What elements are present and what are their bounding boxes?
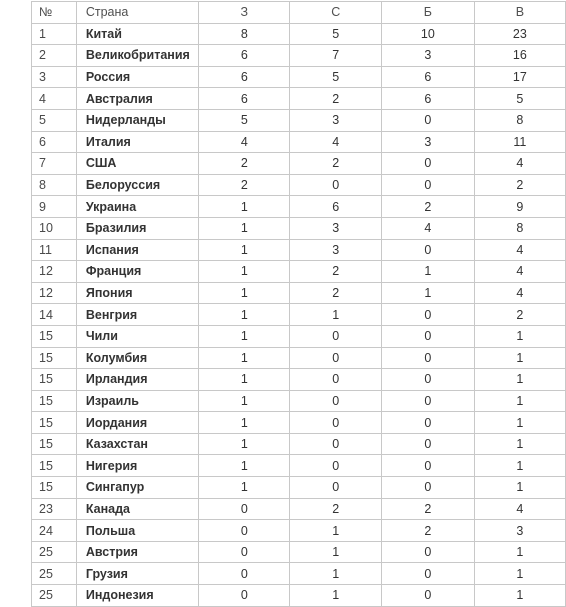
cell-bronze: 2	[382, 520, 475, 542]
cell-total: 1	[474, 325, 565, 347]
table-row	[32, 498, 566, 520]
cell-rank: 2	[32, 45, 77, 67]
cell-silver: 7	[290, 45, 382, 67]
cell-country: США	[76, 153, 198, 175]
cell-silver: 1	[290, 541, 382, 563]
table-row	[32, 217, 566, 239]
cell-bronze: 6	[382, 88, 475, 110]
cell-bronze: 0	[382, 477, 475, 499]
cell-bronze: 1	[382, 282, 475, 304]
cell-bronze: 4	[382, 217, 475, 239]
medal-table	[31, 1, 566, 607]
table-row	[32, 239, 566, 261]
cell-bronze: 0	[382, 153, 475, 175]
cell-rank: 14	[32, 304, 77, 326]
cell-country: Япония	[76, 282, 198, 304]
cell-bronze: 0	[382, 433, 475, 455]
cell-country: Австрия	[76, 541, 198, 563]
cell-total: 11	[474, 131, 565, 153]
cell-rank: 15	[32, 325, 77, 347]
cell-country: Венгрия	[76, 304, 198, 326]
cell-country: Франция	[76, 261, 198, 283]
cell-total: 23	[474, 23, 565, 45]
cell-total: 4	[474, 498, 565, 520]
cell-total: 1	[474, 563, 565, 585]
table-row	[32, 455, 566, 477]
cell-bronze: 0	[382, 325, 475, 347]
cell-silver: 0	[290, 325, 382, 347]
cell-gold: 6	[199, 88, 290, 110]
cell-gold: 4	[199, 131, 290, 153]
cell-bronze: 0	[382, 174, 475, 196]
cell-rank: 5	[32, 109, 77, 131]
cell-bronze: 1	[382, 261, 475, 283]
table-header-row	[32, 2, 566, 24]
cell-silver: 1	[290, 563, 382, 585]
cell-silver: 1	[290, 304, 382, 326]
medal-table-container	[31, 1, 566, 607]
cell-gold: 0	[199, 563, 290, 585]
cell-country: Грузия	[76, 563, 198, 585]
cell-silver: 0	[290, 455, 382, 477]
table-row	[32, 23, 566, 45]
cell-gold: 1	[199, 455, 290, 477]
table-row	[32, 585, 566, 607]
cell-gold: 1	[199, 347, 290, 369]
cell-total: 4	[474, 282, 565, 304]
cell-country: Чили	[76, 325, 198, 347]
cell-total: 3	[474, 520, 565, 542]
cell-total: 8	[474, 109, 565, 131]
table-row	[32, 541, 566, 563]
cell-total: 9	[474, 196, 565, 218]
cell-gold: 0	[199, 541, 290, 563]
cell-country: Белоруссия	[76, 174, 198, 196]
cell-bronze: 3	[382, 45, 475, 67]
cell-country: Ирландия	[76, 369, 198, 391]
cell-gold: 1	[199, 304, 290, 326]
header-rank: №	[32, 2, 77, 24]
table-row	[32, 325, 566, 347]
cell-bronze: 6	[382, 66, 475, 88]
cell-country: Испания	[76, 239, 198, 261]
table-row	[32, 520, 566, 542]
cell-bronze: 0	[382, 390, 475, 412]
table-row	[32, 563, 566, 585]
cell-bronze: 0	[382, 369, 475, 391]
header-silver: С	[290, 2, 382, 24]
cell-silver: 3	[290, 109, 382, 131]
cell-rank: 6	[32, 131, 77, 153]
cell-gold: 1	[199, 433, 290, 455]
cell-gold: 2	[199, 174, 290, 196]
table-row	[32, 304, 566, 326]
cell-bronze: 0	[382, 585, 475, 607]
cell-bronze: 3	[382, 131, 475, 153]
cell-bronze: 0	[382, 455, 475, 477]
cell-rank: 15	[32, 347, 77, 369]
table-row	[32, 196, 566, 218]
cell-bronze: 2	[382, 196, 475, 218]
cell-total: 16	[474, 45, 565, 67]
cell-total: 2	[474, 174, 565, 196]
cell-silver: 6	[290, 196, 382, 218]
cell-rank: 25	[32, 585, 77, 607]
cell-total: 1	[474, 477, 565, 499]
cell-silver: 2	[290, 153, 382, 175]
cell-silver: 0	[290, 477, 382, 499]
cell-country: Израиль	[76, 390, 198, 412]
table-row	[32, 369, 566, 391]
cell-gold: 0	[199, 520, 290, 542]
cell-silver: 0	[290, 433, 382, 455]
cell-rank: 9	[32, 196, 77, 218]
table-row	[32, 390, 566, 412]
cell-total: 1	[474, 585, 565, 607]
cell-country: Китай	[76, 23, 198, 45]
cell-rank: 11	[32, 239, 77, 261]
cell-gold: 1	[199, 196, 290, 218]
cell-country: Иордания	[76, 412, 198, 434]
cell-bronze: 0	[382, 563, 475, 585]
cell-rank: 15	[32, 369, 77, 391]
cell-gold: 0	[199, 585, 290, 607]
cell-bronze: 0	[382, 541, 475, 563]
cell-rank: 25	[32, 563, 77, 585]
cell-gold: 8	[199, 23, 290, 45]
cell-country: Сингапур	[76, 477, 198, 499]
table-row	[32, 347, 566, 369]
cell-silver: 4	[290, 131, 382, 153]
cell-bronze: 10	[382, 23, 475, 45]
table-row	[32, 477, 566, 499]
table-row	[32, 153, 566, 175]
cell-total: 1	[474, 541, 565, 563]
header-country: Страна	[76, 2, 198, 24]
cell-silver: 3	[290, 217, 382, 239]
cell-rank: 12	[32, 261, 77, 283]
cell-total: 1	[474, 455, 565, 477]
cell-country: Украина	[76, 196, 198, 218]
cell-silver: 0	[290, 369, 382, 391]
cell-total: 5	[474, 88, 565, 110]
cell-total: 1	[474, 347, 565, 369]
cell-rank: 7	[32, 153, 77, 175]
cell-country: Нигерия	[76, 455, 198, 477]
cell-rank: 8	[32, 174, 77, 196]
cell-country: Индонезия	[76, 585, 198, 607]
table-body	[32, 23, 566, 606]
table-row	[32, 66, 566, 88]
cell-silver: 0	[290, 347, 382, 369]
cell-silver: 0	[290, 390, 382, 412]
cell-gold: 6	[199, 45, 290, 67]
cell-country: Австралия	[76, 88, 198, 110]
cell-country: Нидерланды	[76, 109, 198, 131]
cell-rank: 15	[32, 390, 77, 412]
cell-gold: 1	[199, 325, 290, 347]
cell-silver: 0	[290, 174, 382, 196]
cell-gold: 1	[199, 217, 290, 239]
cell-silver: 2	[290, 282, 382, 304]
cell-total: 4	[474, 261, 565, 283]
cell-country: Италия	[76, 131, 198, 153]
cell-rank: 24	[32, 520, 77, 542]
table-row	[32, 109, 566, 131]
cell-gold: 5	[199, 109, 290, 131]
cell-silver: 2	[290, 261, 382, 283]
cell-total: 1	[474, 369, 565, 391]
cell-gold: 1	[199, 477, 290, 499]
cell-rank: 15	[32, 433, 77, 455]
table-row	[32, 131, 566, 153]
cell-silver: 5	[290, 23, 382, 45]
cell-silver: 0	[290, 412, 382, 434]
cell-country: Польша	[76, 520, 198, 542]
cell-total: 1	[474, 433, 565, 455]
table-row	[32, 433, 566, 455]
cell-bronze: 0	[382, 109, 475, 131]
cell-country: Великобритания	[76, 45, 198, 67]
cell-total: 1	[474, 412, 565, 434]
cell-total: 2	[474, 304, 565, 326]
cell-total: 1	[474, 390, 565, 412]
cell-bronze: 2	[382, 498, 475, 520]
cell-rank: 10	[32, 217, 77, 239]
cell-gold: 1	[199, 412, 290, 434]
cell-total: 17	[474, 66, 565, 88]
cell-silver: 3	[290, 239, 382, 261]
cell-rank: 4	[32, 88, 77, 110]
cell-bronze: 0	[382, 304, 475, 326]
cell-gold: 1	[199, 239, 290, 261]
cell-country: Россия	[76, 66, 198, 88]
cell-gold: 1	[199, 282, 290, 304]
cell-silver: 1	[290, 585, 382, 607]
cell-gold: 2	[199, 153, 290, 175]
cell-bronze: 0	[382, 239, 475, 261]
table-row	[32, 45, 566, 67]
cell-country: Канада	[76, 498, 198, 520]
cell-country: Бразилия	[76, 217, 198, 239]
header-gold: З	[199, 2, 290, 24]
table-row	[32, 282, 566, 304]
cell-rank: 3	[32, 66, 77, 88]
header-bronze: Б	[382, 2, 475, 24]
cell-silver: 2	[290, 498, 382, 520]
header-total: В	[474, 2, 565, 24]
cell-silver: 1	[290, 520, 382, 542]
table-row	[32, 412, 566, 434]
cell-gold: 0	[199, 498, 290, 520]
cell-country: Колумбия	[76, 347, 198, 369]
cell-country: Казахстан	[76, 433, 198, 455]
cell-rank: 12	[32, 282, 77, 304]
cell-rank: 1	[32, 23, 77, 45]
cell-rank: 25	[32, 541, 77, 563]
cell-total: 4	[474, 239, 565, 261]
cell-rank: 15	[32, 477, 77, 499]
cell-bronze: 0	[382, 347, 475, 369]
table-row	[32, 88, 566, 110]
cell-bronze: 0	[382, 412, 475, 434]
cell-gold: 6	[199, 66, 290, 88]
cell-silver: 5	[290, 66, 382, 88]
cell-gold: 1	[199, 369, 290, 391]
cell-rank: 23	[32, 498, 77, 520]
table-row	[32, 174, 566, 196]
cell-gold: 1	[199, 261, 290, 283]
cell-rank: 15	[32, 455, 77, 477]
cell-silver: 2	[290, 88, 382, 110]
cell-total: 8	[474, 217, 565, 239]
cell-rank: 15	[32, 412, 77, 434]
table-row	[32, 261, 566, 283]
cell-gold: 1	[199, 390, 290, 412]
cell-total: 4	[474, 153, 565, 175]
